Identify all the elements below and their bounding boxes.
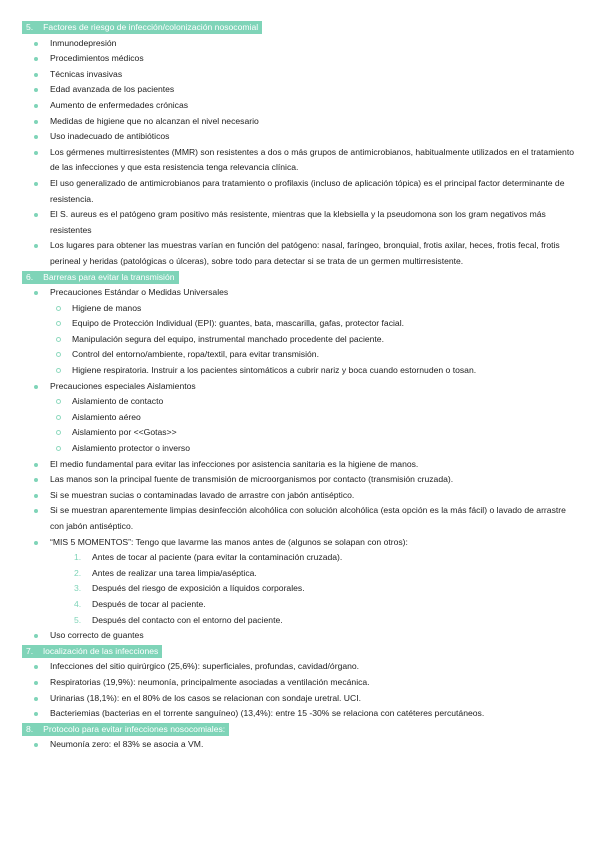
list-item: Medidas de higiene que no alcanzan el nivel necesario [22,114,578,130]
sub-list-item: Equipo de Protección Individual (EPI): guantes, bata, mascarilla, gafas, protector facial. [22,316,578,332]
numbered-item [22,566,578,582]
list-item: Los lugares para obtener las muestras varían en función del patógeno: nasal, faríngeo, bronquial, frotis axilar, heces, frotis fecal, frotis perineal y heridas (patológicas o úlceras), sobre todo para detectar si se trata de un germen multirresistente. [22,238,578,269]
section-8-list [22,737,578,753]
item-number: 2. [74,567,82,578]
section-8-heading [22,723,229,736]
section-title: Barreras para evitar la transmisión [43,271,175,282]
section-number: 5. [26,22,34,32]
item-number: 3. [74,583,82,594]
list-item: Urinarias (18,1%): en el 80% de los casos se relacionan con sondaje uretral. UCI. [22,691,578,707]
list-item: Respiratorias (19,9%): neumonía, principalmente asociadas a ventilación mecánica. [22,675,578,691]
sub-list-item: Aislamiento protector o inverso [22,441,578,457]
list-item: Edad avanzada de los pacientes [22,82,578,98]
list-item: Infecciones del sitio quirúrgico (25,6%): superficiales, profundas, cavidad/órgano. [22,659,578,675]
item-text: Después del contacto con el entorno del paciente. [92,614,283,625]
section-title: localización de las infecciones [43,645,159,656]
sub-list-item: Manipulación segura del equipo, instrumental manchado procedente del paciente. [22,332,578,348]
sub-list-item: Aislamiento por <<Gotas>> [22,425,578,441]
section-title: Protocolo para evitar infecciones nosocomiales: [43,723,226,734]
section-5-list [22,36,578,270]
list-item: El S. aureus es el patógeno gram positivo más resistente, mientras que la klebsiella y la pseudomona son los gram negativos más resistentes [22,207,578,238]
section-6-list [22,285,578,644]
item-number: 1. [74,552,82,563]
list-item: Bacteriemias (bacterias en el torrente sanguíneo) (13,4%): entre 15 -30% se relaciona con catéteres percutáneos. [22,706,578,722]
section-number: 7. [26,645,34,656]
list-item: Uso correcto de guantes [22,628,578,644]
item-text: Antes de realizar una tarea limpia/aséptica. [92,567,257,578]
section-title: Factores de riesgo de infección/colonización nosocomial [43,22,259,32]
item-text: Antes de tocar al paciente (para evitar la contaminación cruzada). [92,552,343,563]
numbered-item [22,581,578,597]
section-number: 6. [26,271,34,282]
section-6-heading [22,271,179,284]
section-7-heading [22,645,162,658]
sub-list-item: Aislamiento de contacto [22,394,578,410]
sub-list-item: Aislamiento aéreo [22,410,578,426]
sub-list-item: Control del entorno/ambiente, ropa/textil, para evitar transmisión. [22,347,578,363]
item-number: 5. [74,614,82,625]
list-item: Si se muestran sucias o contaminadas lavado de arrastre con jabón antiséptico. [22,488,578,504]
list-item: Las manos son la principal fuente de transmisión de microorganismos por contacto (transmisión cruzada). [22,472,578,488]
list-item: Técnicas invasivas [22,67,578,83]
section-5-heading [22,21,262,34]
list-item: Inmunodepresión [22,36,578,52]
numbered-item [22,597,578,613]
numbered-item [22,550,578,566]
list-item: “MIS 5 MOMENTOS”: Tengo que lavarme las manos antes de (algunos se solapan con otros): [22,535,578,551]
sub-list-item: Higiene respiratoria. Instruir a los pacientes sintomáticos a cubrir nariz y boca cuando estornuden o tosan. [22,363,578,379]
list-item: El medio fundamental para evitar las infecciones por asistencia sanitaria es la higiene de manos. [22,457,578,473]
list-item: El uso generalizado de antimicrobianos para tratamiento o profilaxis (incluso de aplicación tópica) es el principal factor determinante de resistencia. [22,176,578,207]
list-item: Procedimientos médicos [22,51,578,67]
numbered-item [22,613,578,629]
list-item: Si se muestran aparentemente limpias desinfección alcohólica con solución alcohólica (esta opción es la más fácil) o lavado de arrastre con jabón antiséptico. [22,503,578,534]
list-item: Uso inadecuado de antibióticos [22,129,578,145]
section-7-list [22,659,578,721]
list-item: Los gérmenes multirresistentes (MMR) son resistentes a dos o más grupos de antimicrobianos, habitualmente utilizados en el tratamiento de las infecciones y que esta resistencia tenga relevancia clínica. [22,145,578,176]
list-item: Aumento de enfermedades crónicas [22,98,578,114]
item-text: Después del riesgo de exposición a líquidos corporales. [92,583,305,594]
list-item: Neumonía zero: el 83% se asocia a VM. [22,737,578,753]
item-number: 4. [74,598,82,609]
item-text: Después de tocar al paciente. [92,598,206,609]
list-item: Precauciones especiales Aislamientos [22,379,578,395]
sub-list-item: Higiene de manos [22,301,578,317]
list-item: Precauciones Estándar o Medidas Universales [22,285,578,301]
section-number: 8. [26,723,34,734]
